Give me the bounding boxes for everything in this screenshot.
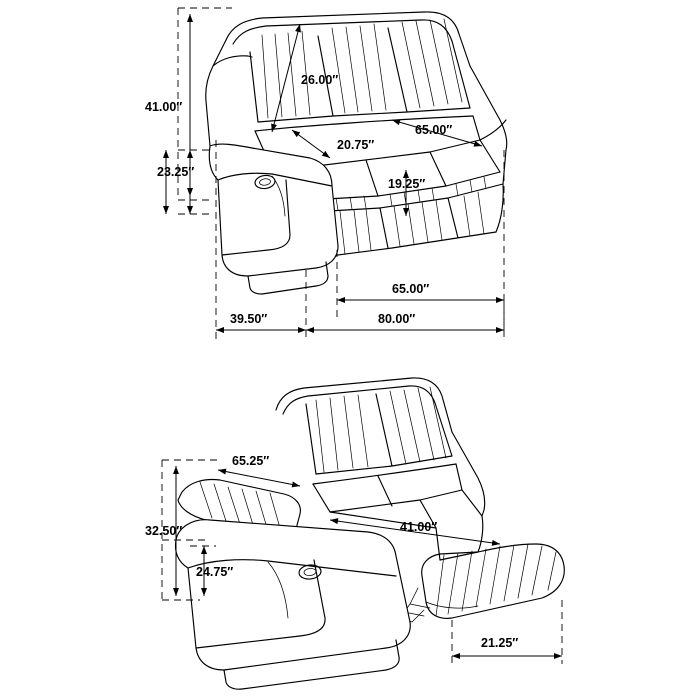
- dimension-label-sofa-seat-width: 65.00″: [415, 123, 453, 137]
- dimension-label-loveseat-arm-height: 24.75″: [196, 565, 234, 579]
- dimension-label-loveseat-footrest: 21.25″: [481, 636, 519, 650]
- dimension-label-sofa-height: 41.00″: [145, 100, 183, 114]
- sofa-illustration: [206, 12, 507, 294]
- dimension-label-sofa-overall-width: 80.00″: [378, 312, 416, 326]
- dimension-label-loveseat-width: 41.00″: [400, 520, 438, 534]
- dimension-label-sofa-seat-back: 26.00″: [301, 73, 339, 87]
- dimension-label-sofa-arm-height: 23.25″: [157, 165, 195, 179]
- dimension-label-sofa-inner-width: 65.00″: [392, 282, 430, 296]
- dimension-label-sofa-seat-height: 19.25″: [388, 177, 426, 191]
- dimension-label-sofa-depth: 39.50″: [230, 312, 268, 326]
- dimension-label-sofa-seat-depth: 20.75″: [337, 138, 375, 152]
- dimension-label-loveseat-extended: 65.25″: [232, 454, 270, 468]
- dimension-label-loveseat-height: 32.50″: [145, 524, 183, 538]
